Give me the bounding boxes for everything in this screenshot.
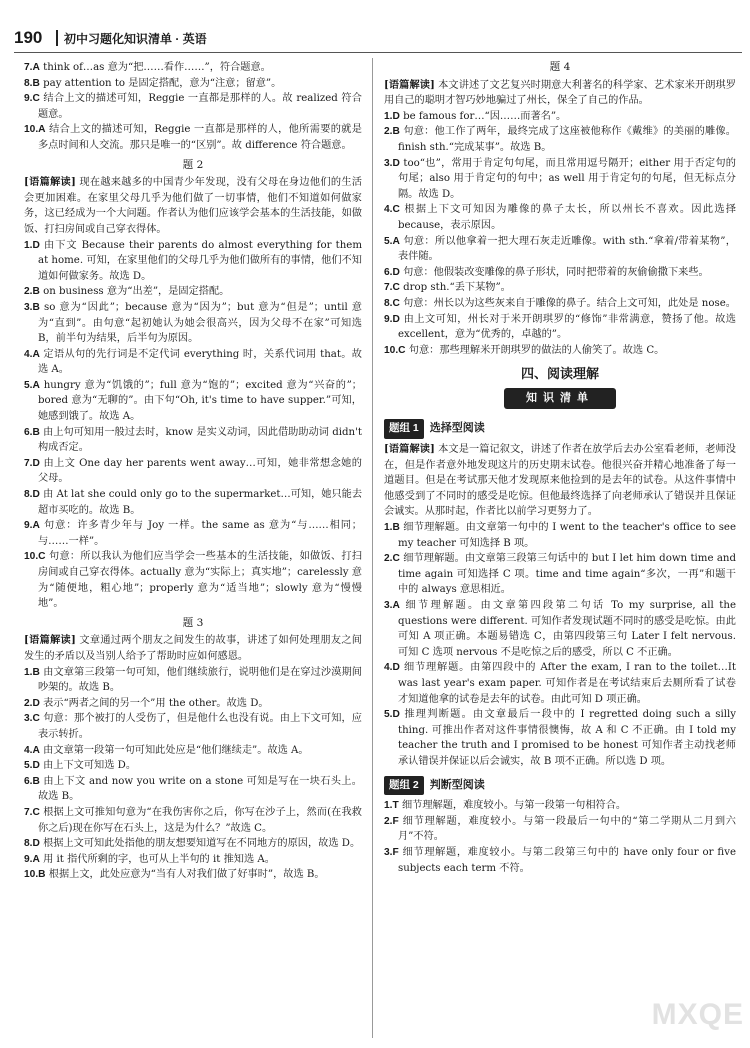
answer-number: 3.C — [24, 713, 40, 725]
answer-item — [24, 300, 362, 347]
answer-number: 7.C — [24, 806, 40, 818]
answer-item — [384, 202, 736, 233]
answer-number: 7.A — [24, 62, 40, 73]
answer-number: 4.C — [384, 204, 400, 216]
answer-item — [24, 238, 362, 285]
section2-intro — [24, 175, 362, 237]
answer-item — [24, 76, 362, 92]
page-header — [0, 0, 750, 52]
answer-number: 4.D — [384, 662, 400, 674]
answer-number: 5.A — [24, 379, 40, 391]
answer-text: 结合上文的描述可知，Reggie 一直都是那样的人，他所需要的就是多点时间和人交流。那只是唯一的“区别”。故 difference 符合题意。 — [38, 124, 362, 151]
answer-item — [24, 836, 362, 852]
answer-number: 6.B — [24, 775, 40, 787]
answer-number: 5.D — [24, 760, 40, 772]
answer-number: 1.T — [384, 800, 399, 812]
answer-number: 3.D — [384, 157, 400, 169]
answer-number: 1.B — [24, 666, 40, 678]
intro-tag: [语篇解读] — [24, 634, 76, 647]
answer-text: so 意为“因此”；because 意为“因为”；but 意为“但是”；until 意为“直到”。由句意“起初她认为她会很高兴，因为父母不在家”可知选 B，前半句为结果，后半句为原因。 — [38, 301, 362, 345]
answer-number: 8.D — [24, 489, 40, 501]
answer-number: 8.C — [384, 297, 400, 309]
answer-text: too“也”，常用于肯定句句尾，而且常用逗号隔开；either 用于否定句的句尾；also 用于肯定句的句中；as well 用于肯定句的句尾，但无标点分隔。故选 D。 — [398, 157, 736, 200]
answer-number: 3.A — [384, 600, 400, 611]
knowledge-banner-label: 知识清单 — [504, 388, 616, 410]
answer-item — [24, 867, 362, 883]
reading-section-title: 四、阅读理解 — [520, 366, 599, 382]
intro-tag: [语篇解读] — [384, 78, 435, 91]
answer-text: 用 it 指代所剩的字，也可从上半句的 it 推知选 A。 — [39, 853, 275, 865]
answer-text: on business 意为“出差”，是固定搭配。 — [39, 286, 230, 298]
section4-intro — [384, 78, 736, 109]
left-column — [24, 60, 362, 883]
answer-text: 句意：那个被打的人受伤了，但是他什么也没有说。由上下文可知，应表示转折。 — [38, 713, 362, 740]
answer-item — [24, 696, 362, 712]
answer-number: 7.D — [24, 457, 40, 469]
answer-text: 由上文可知，州长对于米开朗琪罗的“修饰”非常满意，赞扬了他。故选 excellent，意为“优秀的，卓越的”。 — [398, 313, 736, 341]
answer-number: 7.C — [384, 282, 400, 294]
intro-text: 本文讲述了文艺复兴时期意大利著名的科学家、艺术家米开朗琪罗用自己的聪明才智巧妙地骗过了州长，保全了自己的作品。 — [384, 79, 736, 107]
answer-text: 句意：那些理解米开朗琪罗的做法的人偷笑了。故选 C。 — [405, 344, 665, 356]
section3-title: 题 3 — [182, 616, 204, 629]
answer-number: 4.A — [24, 348, 40, 360]
answer-number: 9.C — [24, 93, 40, 105]
answer-item — [24, 347, 362, 378]
answer-item — [384, 814, 736, 845]
answer-item — [24, 284, 362, 300]
header-rule — [14, 52, 742, 53]
answer-item — [384, 798, 736, 814]
answer-number: 6.D — [384, 266, 400, 278]
answer-item — [24, 743, 362, 759]
answer-text: 根据上文可知此处指他的朋友想要知道写在不同地方的原因，故选 D。 — [39, 838, 361, 850]
answer-text: 由文章第一段第一句可知此处应是“他们继续走”。故选 A。 — [39, 744, 309, 756]
answer-text: pay attention to 是固定搭配，意为“注意；留意”。 — [39, 77, 282, 89]
answer-number: 5.D — [384, 709, 400, 721]
answer-item — [384, 109, 736, 125]
group2-items — [384, 798, 736, 876]
answer-item — [24, 665, 362, 696]
answer-text: 句意：许多青少年与 Joy 一样。the same as 意为“与……相同；与……一样”。 — [38, 520, 362, 547]
answer-number: 8.B — [24, 77, 40, 89]
answer-text: 句意：他工作了两年，最终完成了这座被他称作《戴维》的美丽的雕像。finish sth.“完成某事”。故选 B。 — [398, 126, 736, 153]
section2-items — [24, 238, 362, 612]
answer-number: 9.A — [24, 853, 40, 865]
answer-item — [24, 711, 362, 742]
answer-text: 由 At lat she could only go to the supermarket…可知，她只能去超市买吃的。故选 B。 — [38, 489, 363, 516]
intro-tag: [语篇解读] — [384, 443, 435, 456]
answer-text: 细节理解题。由文章第四段第二句话 To my surprise, all the questions were different. 可知作者发现试题不同时的感受是吃惊。由此可知 A 项正确。本题易错选 C，由第四段第三句 Later I felt nervous. 可知 C 选项 nervous 不是吃惊之后的感受，所以 C 不正确。 — [398, 600, 736, 658]
answer-number: 5.A — [384, 235, 400, 247]
answer-text: 由上下文可知选 D。 — [39, 760, 137, 772]
answer-text: 细节理解题。由文章第一句中的 I went to the teacher's office to see my teacher 可知选择 B 项。 — [398, 522, 736, 549]
answer-item — [24, 91, 362, 122]
answer-item — [384, 265, 736, 281]
section4-title: 题 4 — [549, 61, 571, 73]
group1-intro — [384, 442, 736, 520]
answer-item — [384, 234, 736, 265]
right-column — [384, 60, 736, 876]
answer-item — [384, 520, 736, 551]
answer-item — [384, 343, 736, 359]
answer-text: 定语从句的先行词是不定代词 everything 时，关系代词用 that。故选 A。 — [38, 348, 362, 376]
answer-text: hungry 意为“饥饿的”；full 意为“饱的”；excited 意为“兴奋的”；bored 意为“无聊的”。由下句“Oh, it's time to have supper.”可知，她感到饿了。故选 A。 — [38, 379, 362, 423]
section2-title: 题 2 — [182, 158, 204, 171]
answer-number: 4.A — [24, 744, 40, 756]
answer-text: 细节理解题，难度较小。与第一段第一句相符合。 — [398, 800, 627, 812]
answer-number: 9.D — [384, 313, 400, 325]
answer-text: 根据上文，此处应意为“当有人对我们做了好事时”，故选 B。 — [45, 869, 325, 881]
answer-item — [384, 707, 736, 769]
answer-number: 10.B — [24, 869, 46, 881]
answer-text: drop sth.“丢下某物”。 — [399, 282, 511, 294]
answer-text: 由上文 One day her parents went away…可知，她非常想念她的父母。 — [38, 457, 362, 485]
answer-text: 由上下文 and now you write on a stone 可知是写在一块石头上。故选 B。 — [38, 775, 362, 803]
group1-header — [384, 419, 736, 439]
answer-text: 由文章第三段第一句可知，他们继续旅行，说明他们是在穿过沙漠期间吵架的。故选 B。 — [38, 666, 362, 694]
answer-item — [384, 598, 736, 660]
group1-title: 选择型阅读 — [429, 422, 485, 435]
knowledge-banner — [384, 388, 736, 410]
column-divider — [372, 58, 373, 1038]
answer-item — [384, 296, 736, 312]
answer-text: 结合上文的描述可知，Reggie 一直都是那样的人。故 realized 符合题意。 — [38, 93, 362, 120]
answer-text: 根据上文可推知句意为“在我伤害你之后，你写在沙子上，然而(在我救你之后)现在你写在石头上，这是为什么？”故选 C。 — [38, 806, 362, 834]
answer-item — [384, 124, 736, 155]
answer-item — [24, 758, 362, 774]
group2-header — [384, 776, 736, 796]
answer-item — [24, 487, 362, 518]
answer-text: 细节理解题。由文章第三段第三句话中的 but I let him down time and time again 可知选择 C 项。time and time again“多次，一再”和题干中的 always 意思相近。 — [398, 553, 736, 596]
answer-text: 由下文 Because their parents do almost everything for them at home. 可知，在家里他们的父母几乎为他们做所有的事情，他们不知道如何做家务。故选 D。 — [38, 239, 362, 282]
answer-item — [24, 852, 362, 868]
answer-text: 表示“两者之间的另一个”用 the other。故选 D。 — [39, 697, 269, 709]
answer-item — [24, 774, 362, 805]
answer-item — [24, 378, 362, 425]
answer-text: think of…as 意为“把……看作……”，符合题意。 — [39, 62, 271, 73]
answer-item — [24, 122, 362, 153]
book-title: 初中习题化知识清单 · 英语 — [64, 32, 207, 46]
answer-item — [24, 549, 362, 611]
header-separator — [56, 30, 58, 46]
answer-item — [384, 156, 736, 203]
answer-text: 句意：所以我认为他们应当学会一些基本的生活技能，如做饭、打扫房间或自己穿衣得体。actually 意为“实际上；真实地”；carelessly 意为“随便地，粗心地”；properly 意为“适当地”；slowly 意为“慢慢地”。 — [38, 551, 362, 610]
answer-item — [384, 845, 736, 876]
group2-badge: 题组 2 — [384, 776, 424, 796]
answer-text: 由上句可知用一般过去时，know 是实义动词，因此借助助动词 didn't 构成否定。 — [38, 426, 362, 454]
answer-text: 句意：所以他拿着一把大理石灰走近雕像。with sth.“拿着/带着某物”，表伴随。 — [398, 235, 736, 263]
answer-number: 3.F — [384, 846, 399, 858]
group1-badge: 题组 1 — [384, 419, 424, 439]
section3-intro — [24, 633, 362, 664]
answer-number: 10.C — [24, 551, 46, 563]
answer-item — [24, 518, 362, 549]
answer-number: 2.B — [24, 286, 40, 298]
answer-item — [24, 805, 362, 836]
answer-text: 句意：州长以为这些灰来自于雕像的鼻子。结合上文可知，此处是 nose。 — [399, 297, 736, 309]
answer-item — [384, 660, 736, 707]
answer-text: 句意：他假装改变雕像的鼻子形状，同时把带着的灰偷偷撒下来些。 — [399, 266, 709, 278]
answer-number: 1.D — [384, 110, 400, 122]
answer-number: 2.F — [384, 815, 399, 827]
group1-items — [384, 520, 736, 770]
answer-item — [24, 425, 362, 456]
answer-number: 2.B — [384, 126, 400, 138]
intro-text: 本文是一篇记叙文，讲述了作者在放学后去办公室看老师，老师没在，但是作者意外地发现这片的历史期末试卷。他很兴奋并精心地准备了每一道题目。但是在考试那天他才发现原来他捡到的是去年的试卷。从这件事情中他感受到了不同时的感受是吃惊。但他最终选择了向老师承认了错误并且保证会诚实。从那时起，作者比以前学习更努力了。 — [384, 444, 736, 518]
answer-item — [24, 60, 362, 76]
answer-text: 细节理解题，难度较小。与第二段第三句中的 have only four or five subjects each term 不符。 — [398, 846, 736, 874]
answer-text: 根据上下文可知因为雕像的鼻子太长，所以州长不喜欢。因此选择 because，表示原因。 — [398, 204, 736, 231]
answer-number: 1.D — [24, 239, 40, 251]
answer-item — [384, 551, 736, 598]
answer-text: be famous for…“因……而著名”。 — [399, 110, 567, 122]
answer-item — [24, 456, 362, 487]
answer-text: 细节理解题，难度较小。与第一段最后一句中的“第二学期从二月到六月”不符。 — [398, 815, 736, 843]
section4-items — [384, 109, 736, 359]
section1-items — [24, 60, 362, 154]
answer-number: 2.C — [384, 553, 400, 565]
answer-item — [384, 312, 736, 343]
page-number: 190 — [14, 28, 43, 47]
watermark-logo: MXQE — [651, 998, 744, 1031]
answer-number: 8.D — [24, 838, 40, 850]
intro-tag: [语篇解读] — [24, 176, 76, 189]
answer-number: 10.A — [24, 124, 46, 136]
answer-number: 6.B — [24, 426, 40, 438]
answer-item — [384, 280, 736, 296]
intro-text: 现在越来越多的中国青少年发现，没有父母在身边他们的生活会更加困难。在家里父母几乎为他们做了一切事情，他们不知道如何做家务，这已经成为一个大问题。作者认为他们应该学会基本的生活技能，如做饭、打扫房间或自己穿衣得体。 — [24, 177, 362, 235]
group2-title: 判断型阅读 — [429, 778, 485, 791]
answer-number: 10.C — [384, 344, 406, 356]
answer-number: 3.B — [24, 301, 40, 313]
answer-text: 推理判断题。由文章最后一段中的 I regretted doing such a silly thing. 可推出作者对这件事情很懊悔，故 A 和 C 不正确。由 I told my teacher the truth and I promised to be honest 可知作者主动找老师承认错误并保证以后会诚实，故 B 项不正确。所以选 D 项。 — [398, 709, 736, 767]
intro-text: 文章通过两个朋友之间发生的故事，讲述了如何处理朋友之间发生的矛盾以及当别人给予了帮助时应如何感恩。 — [24, 635, 362, 662]
answer-number: 2.D — [24, 697, 40, 709]
answer-number: 9.A — [24, 520, 40, 532]
section3-items — [24, 665, 362, 883]
answer-text: 细节理解题。由第四段中的 After the exam, I ran to the toilet…It was last year's exam paper. 可知作者是在考试结束后去厕所看了试卷才知道他拿的试卷是去年的试卷。由此可知 D 项正确。 — [398, 662, 736, 705]
answer-number: 1.B — [384, 522, 400, 534]
